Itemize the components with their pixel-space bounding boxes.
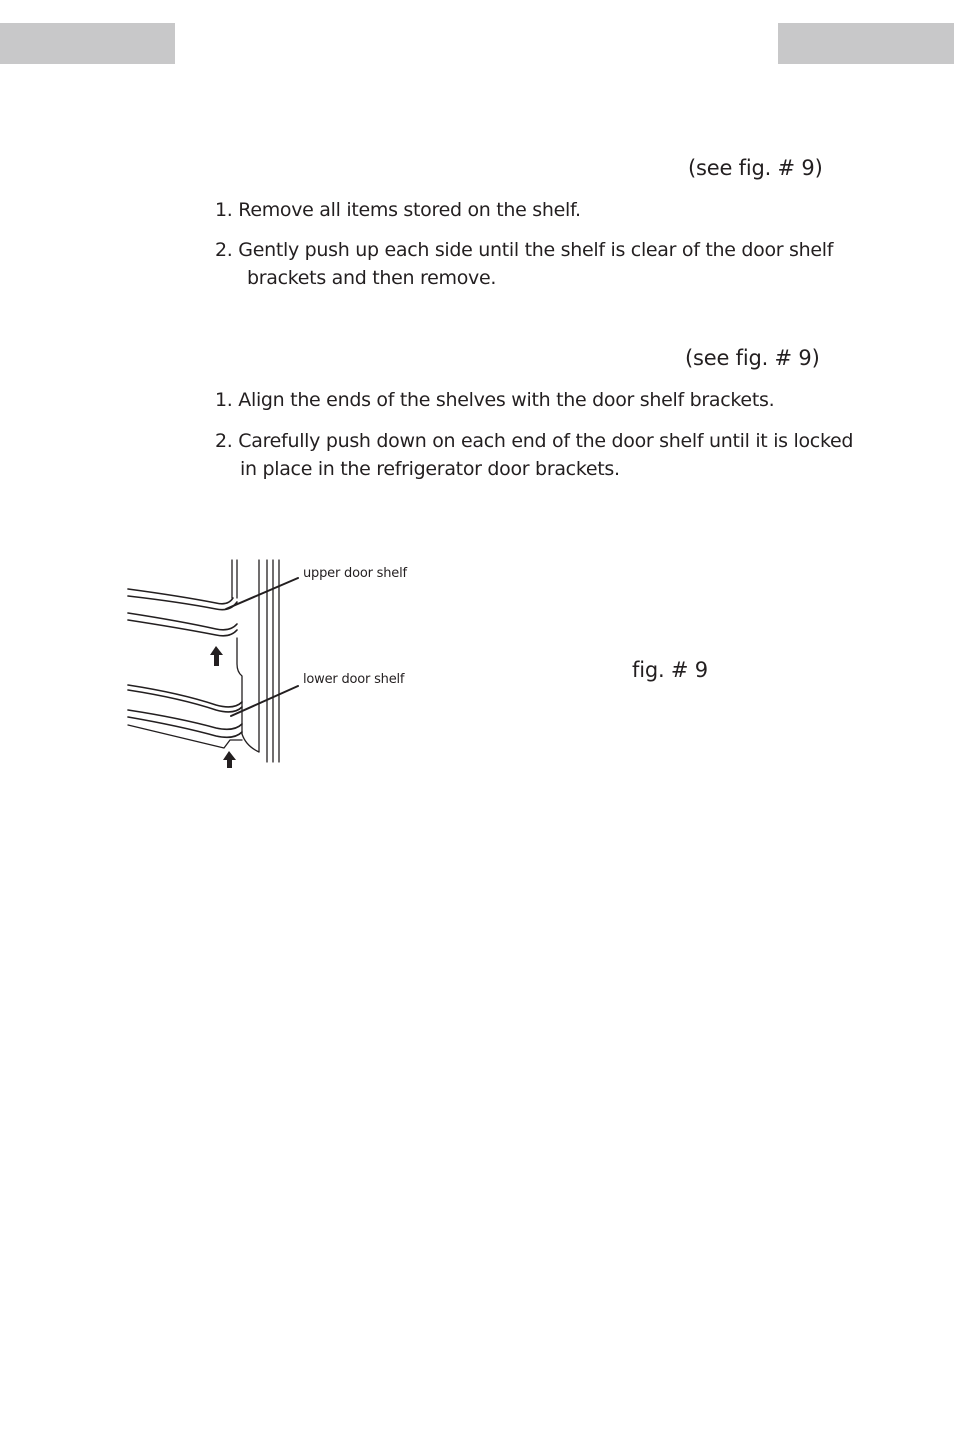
arrow-up-icon [223, 751, 236, 768]
upper-shelf-label: upper door shelf [303, 566, 407, 581]
replace-step-1: 1. Align the ends of the shelves with the door shelf brackets. [215, 389, 775, 411]
remove-step-1: 1. Remove all items stored on the shelf. [215, 199, 581, 221]
upper-shelf-top [128, 589, 233, 604]
remove-step-2-cont: brackets and then remove. [247, 267, 497, 289]
lower-shelf-label: lower door shelf [303, 672, 405, 687]
lower-shelf-top [128, 685, 242, 707]
frame-bottom-edge [242, 734, 259, 752]
arrow-up-icon [210, 646, 223, 666]
lower-shelf-leader [231, 686, 298, 716]
upper-shelf-front [128, 613, 237, 630]
lower-shelf-rim [128, 690, 242, 712]
upper-shelf-rim [128, 596, 237, 610]
replace-step-2: 2. Carefully push down on each end of the door shelf until it is locked [215, 430, 854, 452]
replace-figure-ref: (see fig. # 9) [685, 346, 820, 370]
figure-caption: fig. # 9 [632, 658, 708, 682]
remove-step-2: 2. Gently push up each side until the shelf is clear of the door shelf [215, 239, 834, 261]
replace-step-2-cont: in place in the refrigerator door brackets. [240, 458, 620, 480]
remove-figure-ref: (see fig. # 9) [688, 156, 823, 180]
